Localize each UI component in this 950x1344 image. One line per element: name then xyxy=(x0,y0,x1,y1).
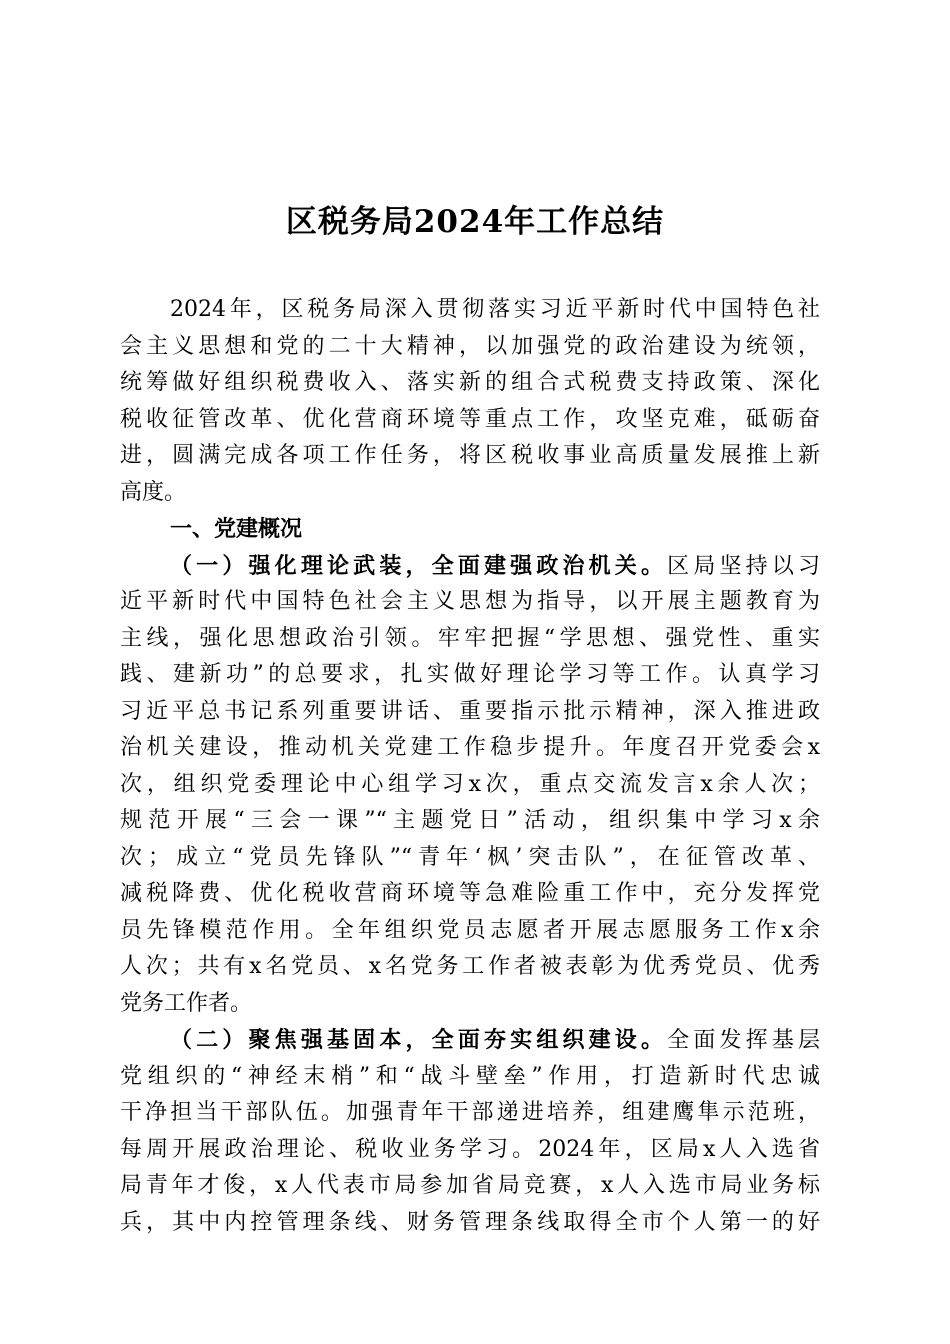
p1-line-12: 人次；共有x名党员、x名党务工作者被表彰为优秀党员、优秀 xyxy=(120,954,820,979)
p1-line-1 xyxy=(120,548,820,585)
intro-line-2: 会主义思想和党的二十大精神，以加强党的政治建设为统领， xyxy=(120,333,820,359)
p2-subheading: （二）聚焦强基固本，全面夯实组织建设。 xyxy=(170,1027,668,1053)
intro-line-1: 2024年，区税务局深入贯彻落实习近平新时代中国特色社 xyxy=(170,297,820,322)
intro-line-5: 进，圆满完成各项工作任务，将区税收事业高质量发展推上新 xyxy=(120,443,820,468)
section-heading-party-building: 一、党建概况 xyxy=(170,516,303,542)
p1-line-11: 员先锋模范作用。全年组织党员志愿者开展志愿服务工作x余 xyxy=(120,917,820,943)
p1-line-13: 党务工作者。 xyxy=(120,990,253,1016)
document-body xyxy=(120,292,820,1241)
intro-line-3: 统筹做好组织税费收入、落实新的组合式税费支持政策、深化 xyxy=(120,370,820,395)
p1-line-1-rest: 区局坚持以习 xyxy=(667,553,820,579)
p1-line-5: 习近平总书记系列重要讲话、重要指示批示精神，深入推进政 xyxy=(120,698,820,724)
p1-line-3: 主线，强化思想政治引领。牢牢把握“学思想、强党性、重实 xyxy=(120,625,820,651)
intro-line-6: 高度。 xyxy=(120,479,187,505)
p1-line-4: 践、建新功”的总要求，扎实做好理论学习等工作。认真学习 xyxy=(120,662,820,687)
p1-line-6: 治机关建设，推动机关党建工作稳步提升。年度召开党委会x xyxy=(120,735,820,760)
p2-line-4: 每周开展政治理论、税收业务学习。2024年，区局x人入选省 xyxy=(120,1136,820,1162)
document-title: 区税务局2024年工作总结 xyxy=(285,204,665,240)
p2-line-3: 干净担当干部队伍。加强青年干部递进培养，组建鹰隼示范班， xyxy=(120,1100,820,1125)
p1-line-2: 近平新时代中国特色社会主义思想为指导，以开展主题教育为 xyxy=(120,589,820,614)
intro-line-4: 税收征管改革、优化营商环境等重点工作，攻坚克难，砥砺奋 xyxy=(120,406,820,432)
p1-line-8: 规范开展“三会一课”“主题党日”活动，组织集中学习x余 xyxy=(120,808,820,833)
p2-line-1-rest: 全面发挥基层 xyxy=(667,1028,820,1053)
p2-line-5: 局青年才俊，x人代表市局参加省局竞赛，x人入选市局业务标 xyxy=(120,1173,820,1198)
p1-line-7: 次，组织党委理论中心组学习x次，重点交流发言x余人次； xyxy=(120,771,820,797)
p2-line-2: 党组织的“神经末梢”和“战斗壁垒”作用，打造新时代忠诚 xyxy=(120,1063,820,1089)
p2-line-6: 兵，其中内控管理条线、财务管理条线取得全市个人第一的好 xyxy=(120,1209,820,1235)
p1-subheading: （一）强化理论武装，全面建强政治机关。 xyxy=(170,552,668,579)
p1-line-9: 次；成立“党员先锋队”“青年‘枫’突击队”，在征管改革、 xyxy=(120,844,820,870)
p1-line-10: 减税降费、优化税收营商环境等急难险重工作中，充分发挥党 xyxy=(120,881,820,906)
p2-line-1 xyxy=(120,1022,820,1059)
